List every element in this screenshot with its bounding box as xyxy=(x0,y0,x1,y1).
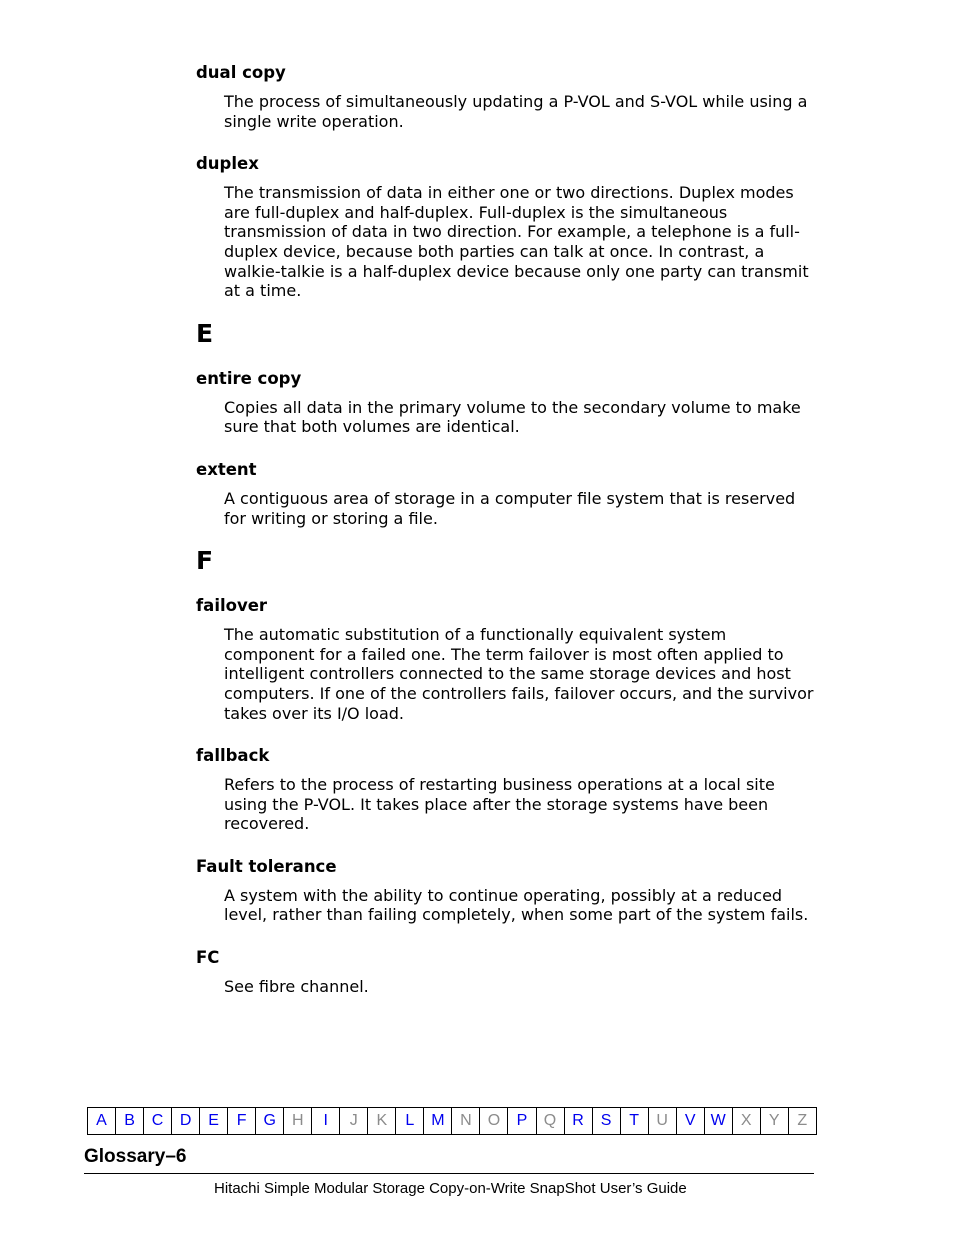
alphabet-link-s[interactable]: S xyxy=(593,1108,621,1134)
alphabet-link-h: H xyxy=(284,1108,312,1134)
alphabet-link-a[interactable]: A xyxy=(88,1108,116,1134)
definition-fault-tolerance: A system with the ability to continue operating, possibly at a reduced level, rather than failing completely, when some part of the system fails. xyxy=(224,885,809,925)
alphabet-link-q: Q xyxy=(537,1108,565,1134)
definition-dual-copy: The process of simultaneously updating a P-VOL and S-VOL while using a single write operation. xyxy=(224,92,808,131)
glossary-content xyxy=(196,62,821,1019)
alphabet-link-f[interactable]: F xyxy=(228,1108,256,1134)
alphabet-link-e[interactable]: E xyxy=(200,1108,228,1134)
section-letter-e: E xyxy=(196,318,214,348)
page-number: Glossary–6 xyxy=(84,1146,187,1167)
definition-duplex: The transmission of data in either one or two directions. Duplex modes are full-duplex and half-duplex. Full-duplex is the simultaneous transmission of data in two direction. For example, a telephone is a full-duplex device, because both parties can talk at once. In contrast, a walkie-talkie is a half-duplex device because only one party can transmit at a time. xyxy=(224,183,809,301)
alphabet-link-l[interactable]: L xyxy=(396,1108,424,1134)
definition-entire-copy: Copies all data in the primary volume to the secondary volume to make sure that both volumes are identical. xyxy=(224,397,801,437)
alphabet-link-g[interactable]: G xyxy=(256,1108,284,1134)
term-duplex: duplex xyxy=(196,154,259,174)
alphabet-link-o: O xyxy=(480,1108,508,1134)
alphabet-link-y: Y xyxy=(761,1108,789,1134)
alphabet-link-k: K xyxy=(368,1108,396,1134)
alphabet-link-p[interactable]: P xyxy=(508,1108,536,1134)
definition-extent: A contiguous area of storage in a computer file system that is reserved for writing or storing a file. xyxy=(224,488,796,528)
alphabet-link-u: U xyxy=(649,1108,677,1134)
term-extent: extent xyxy=(196,459,257,479)
footer-divider xyxy=(84,1173,814,1174)
alphabet-link-z: Z xyxy=(797,1112,808,1129)
alphabet-link-r[interactable]: R xyxy=(565,1108,593,1134)
term-failover: failover xyxy=(196,596,268,616)
alphabet-index-nav xyxy=(87,1107,817,1135)
definition-fc: See fibre channel. xyxy=(224,977,369,997)
alphabet-link-i[interactable]: I xyxy=(312,1108,340,1134)
term-fallback: fallback xyxy=(196,746,270,766)
alphabet-link-m[interactable]: M xyxy=(424,1108,452,1134)
guide-title: Hitachi Simple Modular Storage Copy-on-Write SnapShot User’s Guide xyxy=(214,1180,687,1197)
alphabet-link-n: N xyxy=(452,1108,480,1134)
section-letter-f: F xyxy=(196,546,214,576)
term-entire-copy: entire copy xyxy=(196,368,302,388)
alphabet-link-t[interactable]: T xyxy=(621,1108,649,1134)
alphabet-link-w[interactable]: W xyxy=(705,1108,733,1134)
alphabet-link-c[interactable]: C xyxy=(144,1108,172,1134)
term-fault-tolerance: Fault tolerance xyxy=(196,856,337,876)
definition-failover: The automatic substitution of a functionally equivalent system component for a failed one. The term failover is most often applied to intelligent controllers connected to the same storage devices and host computers. If one of the controllers fails, failover occurs, and the survivor takes over its I/O load. xyxy=(224,625,814,723)
term-dual-copy: dual copy xyxy=(196,63,286,82)
definition-fallback: Refers to the process of restarting business operations at a local site using the P-VOL. It takes place after the storage systems have been recovered. xyxy=(224,775,775,834)
alphabet-link-j: J xyxy=(340,1108,368,1134)
alphabet-link-b[interactable]: B xyxy=(116,1108,144,1134)
alphabet-link-d[interactable]: D xyxy=(172,1108,200,1134)
alphabet-link-x: X xyxy=(733,1108,761,1134)
alphabet-link-v[interactable]: V xyxy=(677,1108,705,1134)
term-fc: FC xyxy=(196,948,220,968)
